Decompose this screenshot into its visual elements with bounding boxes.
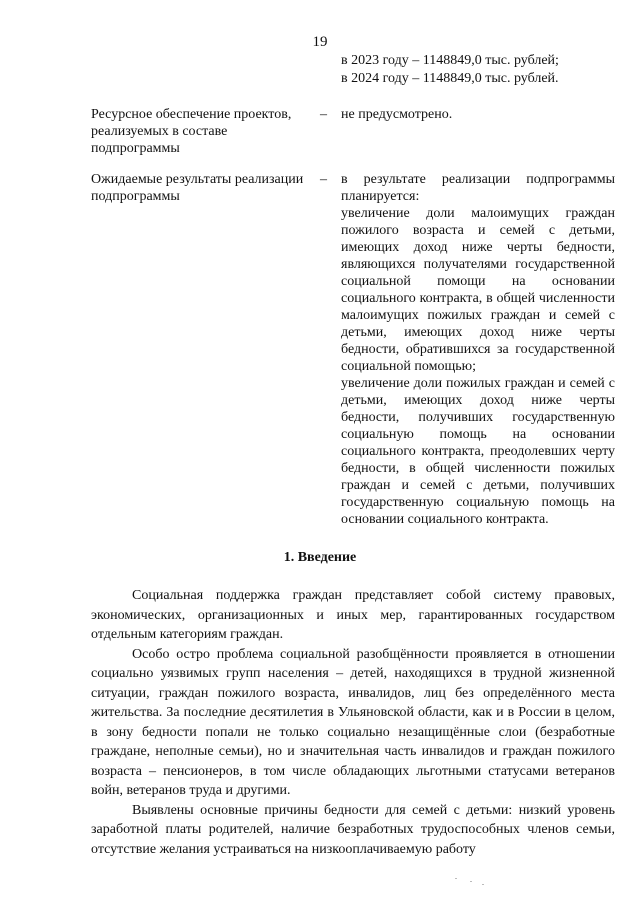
section-heading: 1. Введение xyxy=(283,550,357,565)
row-value-resources: не предусмотрено. xyxy=(341,107,453,122)
body-paragraph-1: Социальная поддержка граждан представляет собой систему правовых, экономических, организационных и иных мер, гарантированных государством отдельным категориям граждан. xyxy=(91,588,615,642)
scan-speck xyxy=(470,881,472,882)
expected-results-item-1: увеличение доли малоимущих граждан пожилого возраста и семей с детьми, имеющих доход ниже черты бедности, являющихся получателями государственной социальной помощи на основании социального контракта, в общей численности малоимущих пожилых граждан и семей с детьми, имеющих доход ниже черты бедности, обратившихся за государственной социальной помощью; xyxy=(341,206,615,374)
expected-results-item-2: увеличение доли пожилых граждан и семей с детьми, имеющих доход ниже черты бедности, получивших государственную социальную помощь на основании социального контракта, преодолевших черту бедности, в общей численности пожилых граждан и семей с детьми, получивших государственную социальную помощь на основании социального контракта. xyxy=(341,376,615,527)
budget-line-2023: в 2023 году – 1148849,0 тыс. рублей; xyxy=(341,53,559,68)
row-label-resources: Ресурсное обеспечение проектов, реализуемых в составе подпрограммы xyxy=(91,107,292,156)
page-number: 19 xyxy=(312,34,328,50)
row-label-expected-results: Ожидаемые результаты реализации подпрограммы xyxy=(91,172,304,204)
scan-speck xyxy=(482,884,484,885)
budget-lines xyxy=(341,52,611,88)
row-dash-expected-results: – xyxy=(320,172,327,187)
scan-speck xyxy=(455,878,457,879)
row-value-expected-results xyxy=(341,171,615,528)
section-body xyxy=(91,586,615,859)
expected-results-intro: в результате реализации подпрограммы планируется: xyxy=(341,172,615,204)
body-paragraph-2: Особо остро проблема социальной разобщённости проявляется в отношении социально уязвимых групп населения – детей, находящихся в трудной жизненной ситуации, граждан пожилого возраста, инвалидов, лиц без определённого места жительства. За последние десятилетия в Ульяновской области, как и в России в целом, в зону бедности попали не только социально незащищённые слои (безработные граждане, неполные семьи), но и значительная часть инвалидов и граждан пожилого возраста – пенсионеров, в том числе обладающих льготными статусами ветеранов войн, ветеранов труда и другими. xyxy=(91,646,615,798)
budget-line-2024: в 2024 году – 1148849,0 тыс. рублей. xyxy=(341,71,559,86)
body-paragraph-3: Выявлены основные причины бедности для семей с детьми: низкий уровень заработной платы родителей, наличие безработных трудоспособных членов семьи, отсутствие желания устраиваться на низкооплачиваемую работу xyxy=(91,802,615,857)
row-dash-resources: – xyxy=(320,107,327,122)
